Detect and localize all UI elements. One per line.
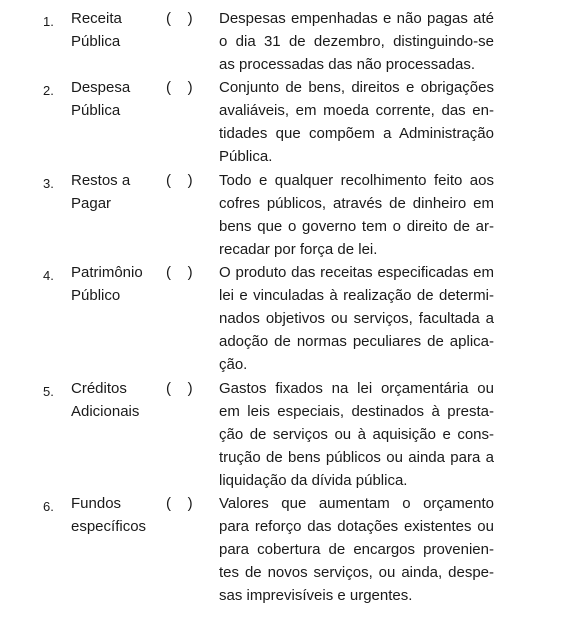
definition-line: ção. <box>219 356 248 373</box>
definition-line: para cobertura de encargos provenien- <box>219 541 494 558</box>
definition-line: o dia 31 de dezembro, distinguindo-se <box>219 33 494 50</box>
definition-line: Conjunto de bens, direitos e obrigações <box>219 79 494 96</box>
item-number: 2. <box>43 83 54 98</box>
definition-line: cofres públicos, através de dinheiro em <box>219 195 494 212</box>
definition-line: sas imprevisíveis e urgentes. <box>219 587 413 604</box>
definition-line: para reforço das dotações existentes ou <box>219 518 494 535</box>
item-definition <box>219 7 494 76</box>
definition-line: bens que o governo tem o direito de ar- <box>219 218 494 235</box>
item-number: 1. <box>43 14 54 29</box>
answer-blank[interactable]: ( ) <box>166 495 193 512</box>
item-definition <box>219 169 494 261</box>
term-line: Adicionais <box>71 403 140 420</box>
definition-line: trução de bens públicos ou ainda para a <box>219 449 494 466</box>
definition-line: O produto das receitas especificadas em <box>219 264 494 281</box>
answer-blank[interactable]: ( ) <box>166 264 193 281</box>
answer-blank[interactable]: ( ) <box>166 10 193 27</box>
definition-line: Pública. <box>219 148 273 165</box>
item-term <box>71 492 166 538</box>
item-number: 3. <box>43 176 54 191</box>
definition-line: Valores que aumentam o orçamento <box>219 495 494 512</box>
term-line: Pública <box>71 33 121 50</box>
definition-line: nados objetivos ou serviços, facultada a <box>219 310 494 327</box>
definition-line: lei e vinculadas à realização de determi- <box>219 287 494 304</box>
item-term <box>71 169 166 215</box>
term-line: Fundos <box>71 495 122 512</box>
item-definition <box>219 492 494 607</box>
item-definition <box>219 377 494 492</box>
item-term <box>71 377 166 423</box>
item-number: 5. <box>43 384 54 399</box>
term-line: Despesa <box>71 79 131 96</box>
term-line: Créditos <box>71 380 127 397</box>
item-number: 4. <box>43 268 54 283</box>
definition-line: Gastos fixados na lei orçamentária ou <box>219 380 494 397</box>
definition-line: tes de novos serviços, ou ainda, despe- <box>219 564 494 581</box>
item-definition <box>219 76 494 168</box>
item-term <box>71 7 166 53</box>
term-line: específicos <box>71 518 147 535</box>
definition-line: Despesas empenhadas e não pagas até <box>219 10 494 27</box>
definition-line: adoção de normas peculiares de aplica- <box>219 333 494 350</box>
answer-blank[interactable]: ( ) <box>166 380 193 397</box>
definition-line: em leis especiais, destinados à presta- <box>219 403 494 420</box>
answer-blank[interactable]: ( ) <box>166 79 193 96</box>
answer-blank[interactable]: ( ) <box>166 172 193 189</box>
term-line: Receita <box>71 10 122 27</box>
term-line: Público <box>71 287 121 304</box>
term-line: Pagar <box>71 195 112 212</box>
definition-line: ção de serviços ou à aquisição e cons- <box>219 426 494 443</box>
term-line: Patrimônio <box>71 264 143 281</box>
definition-line: recadar por força de lei. <box>219 241 378 258</box>
definition-line: tidades que compõem a Administração <box>219 125 494 142</box>
definition-line: liquidação da dívida pública. <box>219 472 408 489</box>
definition-line: Todo e qualquer recolhimento feito aos <box>219 172 494 189</box>
definition-line: as processadas das não processadas. <box>219 56 475 73</box>
term-line: Pública <box>71 102 121 119</box>
definition-line: avaliáveis, em moeda corrente, das en- <box>219 102 494 119</box>
term-line: Restos a <box>71 172 131 189</box>
item-definition <box>219 261 494 376</box>
item-term <box>71 261 166 307</box>
item-number: 6. <box>43 499 54 514</box>
item-term <box>71 76 166 122</box>
